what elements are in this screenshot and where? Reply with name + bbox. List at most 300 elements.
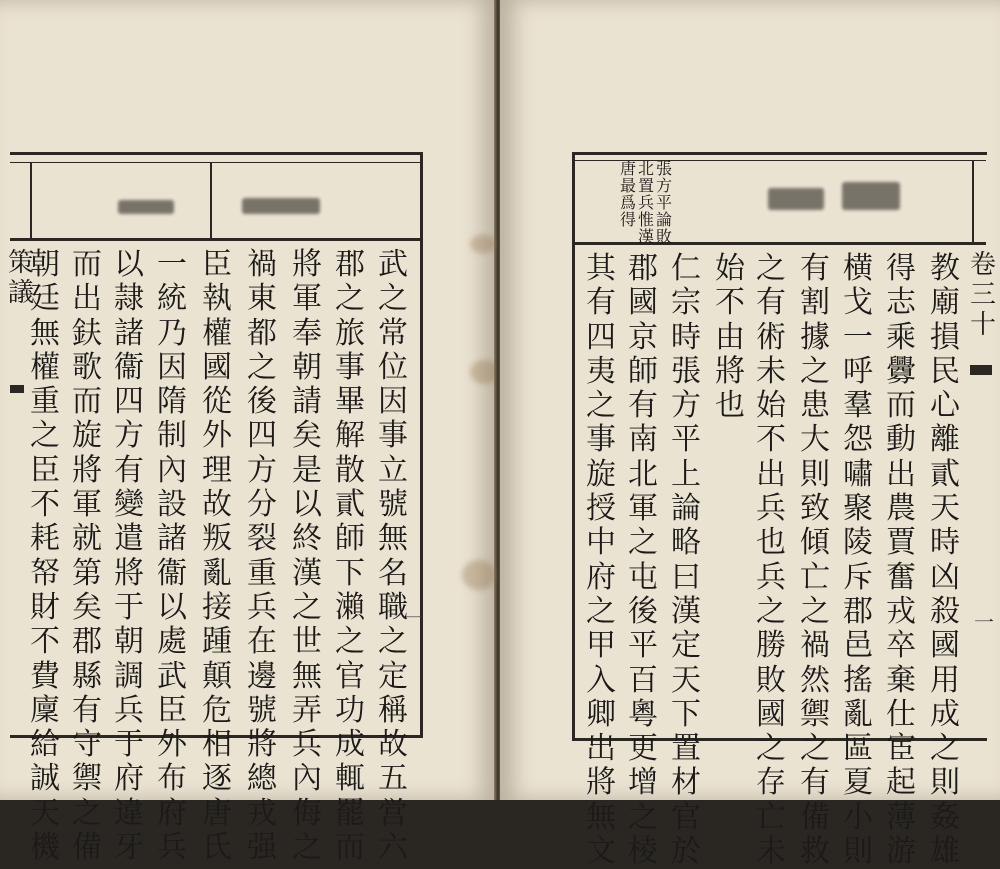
glyph: 據: [800, 319, 830, 355]
glyph: 不: [30, 624, 60, 660]
glyph: 是: [292, 452, 322, 488]
glyph: 之: [335, 281, 365, 317]
glyph: 戎: [247, 795, 277, 831]
glyph: 而: [886, 388, 916, 424]
glyph: 方: [114, 418, 144, 454]
glyph: 稱: [378, 692, 408, 728]
glyph: 官: [335, 658, 365, 694]
glyph: 夏: [843, 765, 873, 801]
glyph: 存: [756, 765, 786, 801]
glyph: 仁: [671, 251, 701, 286]
glyph: 殺: [930, 593, 960, 629]
glyph: 四: [114, 384, 144, 420]
glyph: 卿: [586, 696, 616, 732]
glyph: 横: [843, 251, 873, 286]
glyph: 置: [638, 176, 655, 195]
glyph: 禍: [800, 628, 830, 664]
glyph: 京: [628, 319, 658, 355]
faded-header-mark: [768, 188, 824, 210]
glyph: 終: [292, 521, 322, 557]
glyph: 因: [157, 349, 187, 385]
text-column: [754, 252, 788, 869]
glyph: 諸: [114, 315, 144, 351]
glyph: 有: [628, 388, 658, 424]
glyph: 有: [756, 285, 786, 321]
glyph: 曰: [671, 559, 701, 595]
glyph: 旋: [72, 418, 102, 454]
glyph: 府: [114, 761, 144, 797]
glyph: 接: [202, 589, 232, 625]
glyph: 更: [628, 731, 658, 767]
fishtail-mark: [970, 365, 992, 375]
glyph: 費: [30, 658, 60, 694]
glyph: 罷: [335, 795, 365, 831]
glyph: 矣: [292, 418, 322, 454]
glyph: 術: [756, 319, 786, 355]
glyph: 違: [114, 795, 144, 831]
glyph: 奉: [292, 315, 322, 351]
glyph: 踵: [202, 624, 232, 660]
glyph: 上: [671, 456, 701, 492]
glyph: 諸: [157, 521, 187, 557]
glyph: 外: [157, 727, 187, 763]
glyph: 耗: [30, 521, 60, 557]
glyph: 呼: [843, 353, 873, 389]
glyph: 武: [378, 247, 408, 282]
glyph: 雄: [930, 834, 960, 869]
glyph: 甲: [586, 628, 616, 664]
glyph: 出: [756, 456, 786, 492]
glyph: 外: [202, 418, 232, 454]
glyph: 變: [114, 487, 144, 523]
glyph: 之: [292, 830, 322, 866]
glyph: 方: [656, 176, 673, 195]
glyph: 之: [586, 593, 616, 629]
glyph: 備: [72, 830, 102, 866]
glyph: 官: [671, 799, 701, 835]
glyph: 武: [157, 658, 187, 694]
glyph: 調: [114, 658, 144, 694]
glyph: 略: [671, 525, 701, 561]
glyph: 仕: [886, 696, 916, 732]
glyph: 則: [843, 834, 873, 869]
faded-header-mark: [118, 200, 174, 214]
glyph: 縣: [72, 658, 102, 694]
glyph: 執: [202, 281, 232, 317]
glyph: 四: [247, 418, 277, 454]
glyph: 策: [8, 248, 35, 278]
glyph: 而: [72, 384, 102, 420]
glyph: 權: [30, 349, 60, 385]
glyph: 于: [114, 589, 144, 625]
glyph: 後: [247, 384, 277, 420]
glyph: 府: [157, 795, 187, 831]
glyph: 國: [930, 628, 960, 664]
glyph: 後: [628, 593, 658, 629]
glyph: 立: [378, 452, 408, 488]
glyph: 救: [800, 834, 830, 869]
glyph: 兵: [114, 692, 144, 728]
glyph: 不: [756, 422, 786, 458]
glyph: 一: [157, 247, 187, 282]
glyph: 兵: [756, 491, 786, 527]
glyph: 棄: [886, 662, 916, 698]
glyph: 强: [247, 830, 277, 866]
glyph: 五: [378, 761, 408, 797]
glyph: 方: [247, 452, 277, 488]
glyph: 傾: [800, 525, 830, 561]
glyph: 設: [157, 487, 187, 523]
glyph: 患: [800, 388, 830, 424]
glyph: 兵: [247, 589, 277, 625]
glyph: 廩: [30, 692, 60, 728]
glyph: 因: [378, 384, 408, 420]
glyph: 出: [586, 731, 616, 767]
glyph: 職: [378, 589, 408, 625]
glyph: 矣: [72, 589, 102, 625]
glyph: 戎: [886, 593, 916, 629]
glyph: 以: [114, 247, 144, 282]
glyph: 之: [335, 624, 365, 660]
glyph: 常: [378, 315, 408, 351]
glyph: 之: [628, 799, 658, 835]
glyph: 國: [202, 349, 232, 385]
glyph: 軍: [292, 281, 322, 317]
glyph: 則: [800, 456, 830, 492]
glyph: 兵: [292, 727, 322, 763]
glyph: 重: [247, 555, 277, 591]
glyph: 禦: [800, 696, 830, 732]
right-folio: 一: [974, 610, 994, 634]
glyph: 怨: [843, 422, 873, 458]
glyph: 四: [586, 319, 616, 355]
glyph: 然: [800, 662, 830, 698]
glyph: 不: [30, 487, 60, 523]
glyph: 給: [30, 727, 60, 763]
glyph: 北: [628, 456, 658, 492]
glyph: 下: [335, 555, 365, 591]
glyph: 営: [378, 795, 408, 831]
glyph: 制: [157, 418, 187, 454]
glyph: 六: [378, 830, 408, 866]
glyph: 置: [671, 731, 701, 767]
glyph: 隋: [157, 384, 187, 420]
text-column: [290, 248, 324, 865]
glyph: 授: [586, 491, 616, 527]
glyph: 誠: [30, 761, 60, 797]
glyph: 而: [72, 247, 102, 282]
glyph: 無: [292, 658, 322, 694]
glyph: 郡: [628, 251, 658, 286]
glyph: 衞: [157, 555, 187, 591]
glyph: 宦: [886, 731, 916, 767]
glyph: 下: [671, 696, 701, 732]
glyph: 賈: [886, 525, 916, 561]
glyph: 起: [886, 765, 916, 801]
glyph: 都: [247, 315, 277, 351]
glyph: 議: [8, 278, 35, 308]
glyph: 遣: [114, 521, 144, 557]
glyph: 唐: [202, 795, 232, 831]
header-rule: [572, 242, 986, 245]
glyph: 相: [202, 727, 232, 763]
glyph: 論: [656, 210, 673, 229]
glyph: 臣: [30, 452, 60, 488]
glyph: 侮: [292, 795, 322, 831]
glyph: 最: [620, 176, 637, 195]
glyph: 師: [628, 353, 658, 389]
glyph: 未: [756, 834, 786, 869]
head-note-line: [620, 160, 636, 228]
glyph: 功: [335, 692, 365, 728]
glyph: 有: [72, 692, 102, 728]
glyph: 得: [620, 210, 637, 229]
glyph: 卒: [886, 628, 916, 664]
glyph: 解: [335, 418, 365, 454]
glyph: 財: [30, 589, 60, 625]
glyph: 將: [715, 353, 745, 389]
glyph: 內: [157, 452, 187, 488]
glyph: 夷: [586, 353, 616, 389]
glyph: 廷: [30, 281, 60, 317]
glyph: 損: [930, 319, 960, 355]
glyph: 之: [756, 731, 786, 767]
glyph: 之: [800, 593, 830, 629]
glyph: 故: [378, 727, 408, 763]
glyph: 府: [586, 559, 616, 595]
text-column: [333, 248, 367, 865]
glyph: 號: [378, 487, 408, 523]
glyph: 亂: [843, 696, 873, 732]
glyph: 輒: [335, 761, 365, 797]
glyph: 帑: [30, 555, 60, 591]
glyph: 割: [800, 285, 830, 321]
glyph: 禍: [247, 247, 277, 282]
glyph: 用: [930, 662, 960, 698]
glyph: 始: [756, 388, 786, 424]
glyph: 兵: [756, 559, 786, 595]
glyph: 之: [586, 388, 616, 424]
glyph: 事: [586, 422, 616, 458]
glyph: 聚: [843, 491, 873, 527]
glyph: 天: [671, 662, 701, 698]
glyph: 文: [586, 834, 616, 869]
glyph: 有: [114, 452, 144, 488]
glyph: 致: [800, 491, 830, 527]
glyph: 弄: [292, 692, 322, 728]
glyph: 朝: [30, 247, 60, 282]
text-column: [155, 248, 189, 865]
glyph: 無: [30, 315, 60, 351]
glyph: 其: [586, 251, 616, 286]
glyph: 天: [30, 795, 60, 831]
glyph: 乃: [157, 315, 187, 351]
glyph: 姦: [930, 799, 960, 835]
glyph: 教: [930, 251, 960, 286]
glyph: 由: [715, 319, 745, 355]
left-folio: 一: [404, 606, 424, 630]
glyph: 統: [157, 281, 187, 317]
glyph: 於: [671, 834, 701, 869]
glyph: 邊: [247, 658, 277, 694]
faded-header-mark: [842, 182, 900, 210]
glyph: 牙: [114, 830, 144, 866]
glyph: 名: [378, 555, 408, 591]
glyph: 卷: [970, 250, 997, 280]
glyph: 內: [292, 761, 322, 797]
glyph: 顛: [202, 658, 232, 694]
glyph: 臣: [202, 247, 232, 282]
right-page: [500, 0, 1000, 869]
glyph: 棱: [628, 834, 658, 869]
glyph: 奮: [886, 559, 916, 595]
glyph: 粵: [628, 696, 658, 732]
glyph: 則: [930, 765, 960, 801]
glyph: 出: [72, 281, 102, 317]
glyph: 離: [930, 422, 960, 458]
glyph: 入: [586, 662, 616, 698]
glyph: 始: [715, 251, 745, 286]
glyph: 叛: [202, 521, 232, 557]
header-divider: [972, 160, 974, 244]
glyph: 也: [756, 525, 786, 561]
glyph: 于: [114, 727, 144, 763]
glyph: 兵: [638, 193, 655, 212]
glyph: 將: [247, 727, 277, 763]
glyph: 散: [335, 452, 365, 488]
glyph: 亂: [202, 555, 232, 591]
glyph: 朝: [114, 624, 144, 660]
glyph: 唐: [620, 159, 637, 178]
glyph: 在: [247, 624, 277, 660]
glyph: 權: [202, 315, 232, 351]
glyph: 邑: [843, 628, 873, 664]
glyph: 氏: [202, 830, 232, 866]
glyph: 釁: [886, 353, 916, 389]
glyph: 故: [202, 487, 232, 523]
glyph: 重: [30, 384, 60, 420]
glyph: 無: [586, 799, 616, 835]
glyph: 禦: [72, 761, 102, 797]
glyph: 之: [930, 731, 960, 767]
glyph: 宗: [671, 285, 701, 321]
glyph: 之: [247, 349, 277, 385]
glyph: 敗: [656, 227, 673, 246]
glyph: 平: [656, 193, 673, 212]
glyph: 凶: [930, 559, 960, 595]
glyph: 乘: [886, 319, 916, 355]
glyph: 得: [886, 251, 916, 286]
glyph: 爲: [620, 193, 637, 212]
glyph: 動: [886, 422, 916, 458]
glyph: 之: [72, 795, 102, 831]
glyph: 游: [886, 834, 916, 869]
glyph: 十: [970, 310, 997, 340]
glyph: 亡: [800, 559, 830, 595]
glyph: 平: [671, 422, 701, 458]
glyph: 平: [628, 628, 658, 664]
text-column: [669, 252, 703, 869]
glyph: 民: [930, 353, 960, 389]
glyph: 無: [378, 521, 408, 557]
glyph: 備: [800, 799, 830, 835]
glyph: 畢: [335, 384, 365, 420]
glyph: 事: [335, 349, 365, 385]
glyph: 貳: [930, 456, 960, 492]
glyph: 朝: [292, 349, 322, 385]
glyph: 以: [157, 589, 187, 625]
glyph: 逐: [202, 761, 232, 797]
glyph: 北: [638, 159, 655, 178]
glyph: 第: [72, 555, 102, 591]
glyph: 時: [930, 525, 960, 561]
glyph: 裂: [247, 521, 277, 557]
text-column: [245, 248, 279, 865]
glyph: 之: [378, 281, 408, 317]
glyph: 時: [671, 319, 701, 355]
glyph: 分: [247, 487, 277, 523]
glyph: 旅: [335, 315, 365, 351]
glyph: 惟: [638, 210, 655, 229]
glyph: 師: [335, 521, 365, 557]
glyph: 定: [671, 628, 701, 664]
glyph: 從: [202, 384, 232, 420]
glyph: 嘯: [843, 456, 873, 492]
glyph: 勝: [756, 628, 786, 664]
glyph: 漢: [638, 227, 655, 246]
glyph: 漢: [292, 555, 322, 591]
glyph: 有: [586, 285, 616, 321]
glyph: 天: [930, 491, 960, 527]
glyph: 事: [378, 418, 408, 454]
glyph: 南: [628, 422, 658, 458]
glyph: 薄: [886, 799, 916, 835]
glyph: 陵: [843, 525, 873, 561]
fishtail-mark: [10, 385, 24, 393]
glyph: 之: [378, 624, 408, 660]
glyph: 將: [586, 765, 616, 801]
glyph: 國: [756, 696, 786, 732]
glyph: 三: [970, 280, 997, 310]
glyph: 有: [800, 765, 830, 801]
glyph: 區: [843, 731, 873, 767]
text-column: [200, 248, 234, 865]
glyph: 將: [114, 555, 144, 591]
faded-header-mark: [242, 198, 320, 214]
text-column: [841, 252, 875, 869]
glyph: 之: [756, 251, 786, 286]
glyph: 隷: [114, 281, 144, 317]
glyph: 斥: [843, 559, 873, 595]
glyph: 危: [202, 692, 232, 728]
glyph: 之: [800, 353, 830, 389]
glyph: 郡: [335, 247, 365, 282]
header-divider: [30, 162, 32, 240]
text-column: [112, 248, 146, 865]
glyph: 處: [157, 624, 187, 660]
glyph: 有: [800, 251, 830, 286]
glyph: 亡: [756, 799, 786, 835]
glyph: 不: [715, 285, 745, 321]
glyph: 臣: [157, 692, 187, 728]
glyph: 屯: [628, 559, 658, 595]
glyph: 未: [756, 353, 786, 389]
glyph: 而: [335, 830, 365, 866]
text-column: [928, 252, 962, 869]
left-page: [0, 0, 496, 866]
glyph: 將: [292, 247, 322, 282]
glyph: 大: [800, 422, 830, 458]
